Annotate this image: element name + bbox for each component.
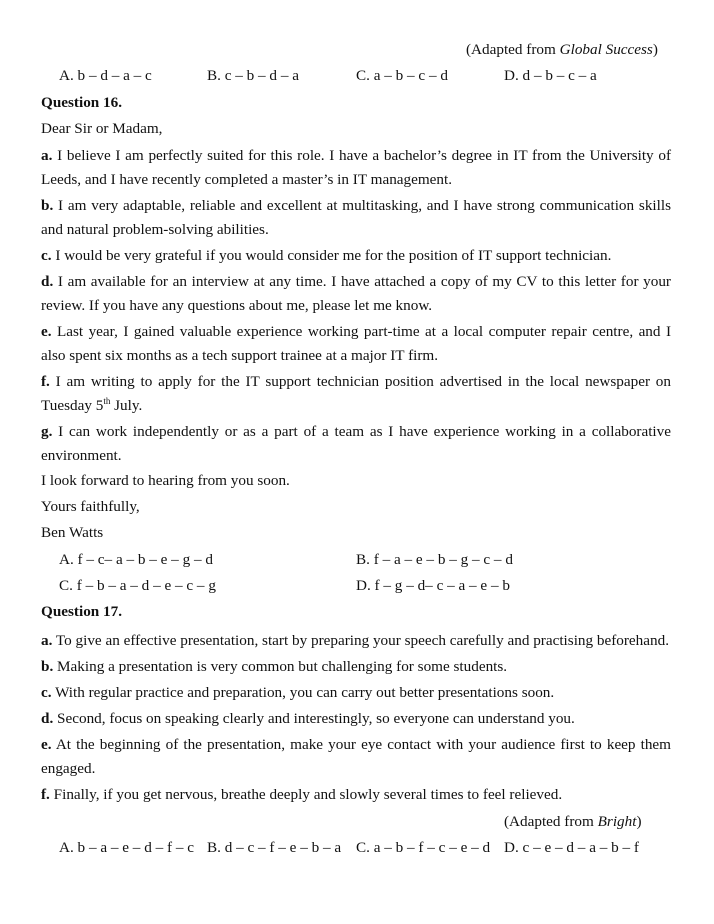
item-text: To give an effective presentation, start by preparing your speech carefully and practising beforehand. (52, 632, 669, 649)
q17-item-e (41, 733, 671, 781)
source-title: Global Success (559, 41, 653, 58)
q16-signature: Ben Watts (41, 524, 104, 541)
item-key: f. (41, 786, 50, 803)
item-key: f. (41, 373, 50, 390)
item-key: d. (41, 710, 54, 727)
item-key: a. (41, 632, 53, 649)
item-text: Making a presentation is very common but challenging for some students. (53, 658, 508, 675)
q16-option-d: D. f – g – d– c – a – e – b (356, 577, 510, 594)
q15-option-d: D. d – b – c – a (504, 67, 597, 84)
q16-closing: I look forward to hearing from you soon. (41, 472, 290, 489)
q15-option-a: A. b – d – a – c (59, 67, 152, 84)
item-key: e. (41, 323, 52, 340)
item-key: a. (41, 147, 53, 164)
q17-item-d (41, 707, 671, 731)
item-text: Finally, if you get nervous, breathe deeply and slowly several times to feel relieved. (49, 786, 563, 803)
source-title: Bright (597, 813, 637, 830)
item-text: At the beginning of the presentation, make your eye contact with your audience first to keep them engaged. (41, 736, 671, 777)
q16-item-b (41, 194, 671, 242)
source-prefix: (Adapted from (466, 41, 560, 58)
item-key: c. (41, 247, 52, 264)
item-text: I am very adaptable, reliable and excellent at multitasking, and I have strong communication skills and natural problem-solving abilities. (41, 197, 671, 238)
q17-item-a (41, 629, 671, 653)
item-text: I would be very grateful if you would consider me for the position of IT support technician. (51, 247, 612, 264)
item-text: Second, focus on speaking clearly and interestingly, so everyone can understand you. (53, 710, 575, 727)
q15-option-b: B. c – b – d – a (207, 67, 299, 84)
source-suffix: ) (636, 813, 642, 830)
item-key: e. (41, 736, 52, 753)
item-key: b. (41, 197, 54, 214)
item-text: Last year, I gained valuable experience working part-time at a local computer repair centre, and I also spent six months as a tech support trainee at a major IT firm. (41, 323, 671, 364)
q16-option-a: A. f – c– a – b – e – g – d (59, 551, 213, 568)
item-key: g. (41, 423, 53, 440)
q16-item-a (41, 144, 671, 192)
q17-heading: Question 17. (41, 603, 123, 620)
q16-option-c: C. f – b – a – d – e – c – g (59, 577, 216, 594)
item-text: With regular practice and preparation, you can carry out better presentations soon. (51, 684, 555, 701)
q16-option-b: B. f – a – e – b – g – c – d (356, 551, 513, 568)
q16-item-e (41, 320, 671, 368)
q15-source (466, 41, 658, 59)
item-text-end: July. (110, 397, 143, 414)
item-key: d. (41, 273, 54, 290)
item-text: I believe I am perfectly suited for this role. I have a bachelor’s degree in IT from the University of Leeds, and I have recently completed a master’s in IT management. (41, 147, 671, 188)
q15-option-c: C. a – b – c – d (356, 67, 448, 84)
q17-source (504, 813, 642, 831)
q16-greeting: Dear Sir or Madam, (41, 120, 163, 137)
item-text: I am writing to apply for the IT support technician position advertised in the local newspaper on Tuesday 5 (41, 373, 671, 414)
q16-heading: Question 16. (41, 94, 123, 111)
item-key: b. (41, 658, 54, 675)
source-prefix: (Adapted from (504, 813, 598, 830)
q17-option-c: C. a – b – f – c – e – d (356, 839, 491, 856)
q16-item-d (41, 270, 671, 318)
q17-item-f (41, 783, 671, 807)
item-key: c. (41, 684, 52, 701)
item-text: I can work independently or as a part of a team as I have experience working in a collaborative environment. (41, 423, 671, 464)
q16-item-g (41, 420, 671, 468)
source-suffix: ) (652, 41, 658, 58)
item-text: I am available for an interview at any time. I have attached a copy of my CV to this letter for your review. If you have any questions about me, please let me know. (41, 273, 671, 314)
q16-sign-off: Yours faithfully, (41, 498, 140, 515)
q17-option-a: A. b – a – e – d – f – c (59, 839, 194, 856)
q17-item-c (41, 681, 671, 705)
item-superscript: th (103, 395, 111, 406)
q17-option-d: D. c – e – d – a – b – f (504, 839, 639, 856)
q16-item-c (41, 244, 671, 268)
q17-option-b: B. d – c – f – e – b – a (207, 839, 342, 856)
q16-item-f (41, 370, 671, 418)
q17-item-b (41, 655, 671, 679)
